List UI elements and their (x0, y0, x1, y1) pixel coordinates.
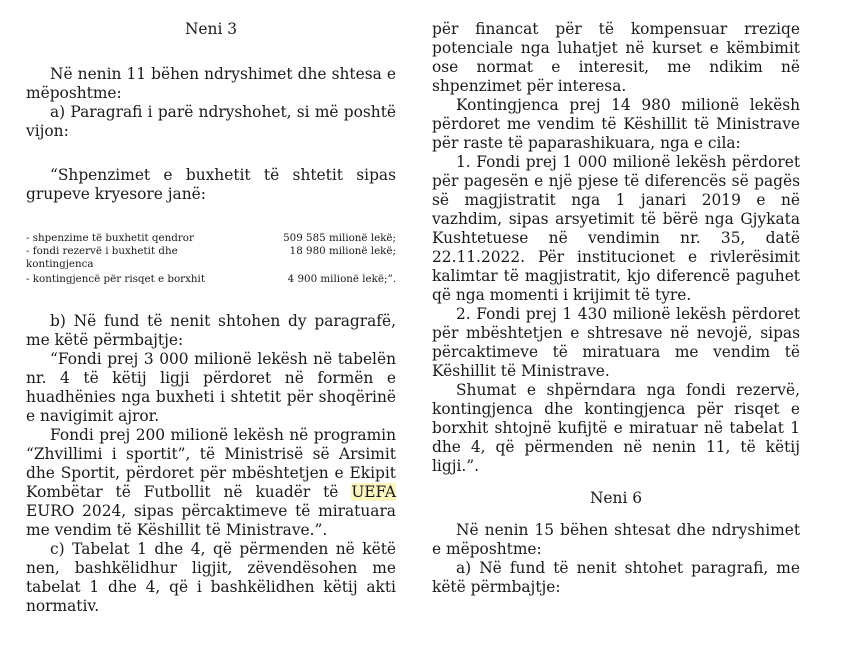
table-row (26, 230, 396, 245)
fund-3000-paragraph: “Fondi prej 3 000 milionë lekësh në tabelën nr. 4 të këtij ligji përdoret në formën e huadhënies nga buxheti i shtetit për shoqërinë e navigimit ajror. (26, 350, 396, 425)
article-3-intro: Në nenin 11 bëhen ndryshimet dhe shtesa e mëposhtme: (26, 65, 396, 102)
distributed-amounts-paragraph: Shumat e shpërndara nga fondi rezervë, kontingjenca dhe kontingjenca për risqet e borxhit shtojnë kufijtë e miratuar në tabelat 1 dhe 4, që përmenden në nenin 11, të këtij ligji.”. (432, 381, 800, 475)
article-6-intro: Në nenin 15 bëhen shtesat dhe ndryshimet e mëposhtme: (432, 521, 800, 558)
article-3-point-a: a) Paragrafi i parë ndryshohet, si më poshtë vijon: (26, 103, 396, 140)
table-row (26, 271, 396, 286)
highlighted-term: UEFA (351, 483, 396, 501)
contingency-paragraph: Kontingjenca prej 14 980 milionë lekësh përdoret me vendim të Këshillit të Ministrave për raste të paparashikuara, nga e cila: (432, 96, 800, 152)
continued-paragraph: për financat për të kompensuar rreziqe potenciale nga luhatjet në kurset e këmbimit ose normat e interesit, me ndikim në shpenzimet për interesa. (432, 20, 800, 95)
row-value: 18 980 milionë lekë; (289, 245, 396, 257)
contingency-item-2: 2. Fondi prej 1 430 milionë lekësh përdoret për mbështetjen e shtresave në nevojë, sipas përcaktimeve të miratuara me vendim të Këshillit të Ministrave. (432, 305, 800, 380)
row-label: - shpenzime të buxhetit qendror (26, 232, 194, 244)
table-row (26, 245, 396, 271)
article-6-point-a: a) Në fund të nenit shtohet paragrafi, me këtë përmbajtje: (432, 559, 800, 596)
row-label: - kontingjencë për risqet e borxhit (26, 273, 205, 285)
article-3-point-c: c) Tabelat 1 dhe 4, që përmenden në këtë nen, bashkëlidhur ligjit, zëvendësohen me tabelat 1 dhe 4, që i bashkëlidhen këtij akti normativ. (26, 540, 396, 615)
article-3-point-b: b) Në fund të nenit shtohen dy paragrafë, me këtë përmbajtje: (26, 312, 396, 349)
left-column (26, 20, 396, 616)
fund-200-paragraph (26, 426, 396, 540)
right-column (432, 20, 800, 597)
row-label: - fondi rezervë i buxhetit dhe kontingjenca (26, 245, 178, 270)
budget-groups-table (26, 230, 396, 286)
article-heading-6: Neni 6 (589, 489, 643, 507)
fund-200-text-after: EURO 2024, sipas përcaktimeve të miratuara me vendim të Këshillit të Ministrave.”. (26, 502, 396, 539)
fund-200-text-before: Fondi prej 200 milionë lekësh në programin “Zhvillimi i sportit”, të Ministrisë së Arsimit dhe Sportit, përdoret për mbështetjen e Ekipit Kombëtar të Futbollit në kuadër të (26, 426, 396, 501)
article-heading-3: Neni 3 (184, 20, 238, 38)
budget-quote-intro: “Shpenzimet e buxhetit të shtetit sipas grupeve kryesore janë: (26, 166, 396, 203)
row-value: 509 585 milionë lekë; (283, 232, 396, 244)
contingency-item-1: 1. Fondi prej 1 000 milionë lekësh përdoret për pagesën e një pjese të diferencës së pagës së magjistratit nga 1 janari 2019 e në vazhdim, sipas arsyetimit të bërë nga Gjykata Kushtetuese në vendimin nr. 35, datë 22.11.2022. Për institucionet e rivlerësimit kalimtar të magjistratit, kjo diferencë paguhet që nga momenti i krijimit të tyre. (432, 153, 800, 304)
row-value: 4 900 milionë lekë;”. (287, 273, 396, 285)
